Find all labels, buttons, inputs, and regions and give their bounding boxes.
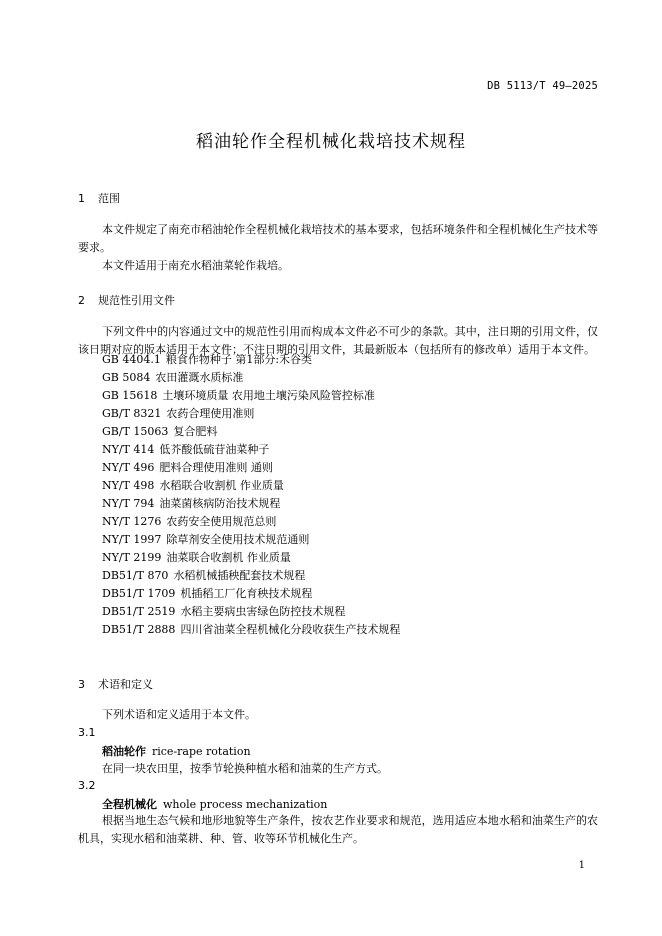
reference-name: 复合肥料 — [173, 425, 218, 438]
reference-item — [102, 351, 400, 369]
reference-code: DB51/T 2888 — [102, 623, 176, 636]
reference-item — [102, 513, 400, 531]
term-zh: 稻油轮作 — [102, 745, 146, 758]
reference-name: 四川省油菜全程机械化分段收获生产技术规程 — [180, 623, 401, 636]
reference-list — [102, 351, 400, 639]
paragraph: 本文件规定了南充市稻油轮作全程机械化栽培技术的基本要求，包括环境条件和全程机械化生产技术等要求。 — [78, 223, 598, 254]
reference-code: NY/T 496 — [102, 461, 155, 474]
page-number: 1 — [578, 860, 585, 871]
reference-name: 水稻主要病虫害绿色防控技术规程 — [180, 605, 346, 618]
reference-item — [102, 387, 400, 405]
reference-name: 水稻机械插秧配套技术规程 — [173, 569, 306, 582]
reference-code: NY/T 794 — [102, 497, 155, 510]
reference-code: GB 15618 — [102, 389, 158, 402]
section-number: 2 — [78, 294, 85, 307]
term-number: 3.1 — [78, 726, 96, 739]
reference-item — [102, 549, 400, 567]
reference-code: NY/T 414 — [102, 443, 155, 456]
section-heading-normative-references — [78, 292, 175, 308]
reference-item — [102, 477, 400, 495]
reference-code: GB/T 15063 — [102, 425, 169, 438]
section-heading-scope — [78, 190, 120, 206]
reference-code: NY/T 2199 — [102, 551, 162, 564]
reference-item — [102, 423, 400, 441]
reference-name: 农药合理使用准则 — [166, 407, 255, 420]
reference-name: 油菜联合收割机 作业质量 — [166, 551, 291, 564]
document-title: 稻油轮作全程机械化栽培技术规程 — [196, 132, 466, 152]
reference-code: NY/T 1276 — [102, 515, 162, 528]
reference-item — [102, 603, 400, 621]
reference-name: 油菜菌核病防治技术规程 — [159, 497, 281, 510]
reference-name: 低芥酸低硫苷油菜种子 — [159, 443, 270, 456]
reference-item — [102, 531, 400, 549]
reference-name: 粮食作物种子 第1部分:禾谷类 — [165, 353, 313, 366]
section-title: 术语和定义 — [98, 678, 153, 691]
reference-item — [102, 459, 400, 477]
reference-name: 土壤环境质量 农用地土壤污染风险管控标准 — [162, 389, 375, 402]
section-heading-terms-definitions — [78, 676, 153, 692]
reference-name: 机插稻工厂化育秧技术规程 — [180, 587, 313, 600]
reference-code: GB/T 8321 — [102, 407, 162, 420]
section-number: 1 — [78, 192, 85, 205]
reference-code: GB 4404.1 — [102, 353, 161, 366]
section-title: 规范性引用文件 — [98, 294, 175, 307]
reference-code: DB51/T 1709 — [102, 587, 176, 600]
reference-code: GB 5084 — [102, 371, 151, 384]
reference-code: NY/T 498 — [102, 479, 155, 492]
paragraph: 下列文件中的内容通过文中的规范性引用而构成本文件必不可少的条款。其中，注日期的引用文件，仅该日期对应的版本适用于本文件；不注日期的引用文件，其最新版本（包括所有的修改单）适用于本文件。 — [78, 325, 598, 356]
reference-name: 水稻联合收割机 作业质量 — [159, 479, 284, 492]
paragraph: 本文件适用于南充水稻油菜轮作栽培。 — [102, 259, 289, 272]
section-title: 范围 — [98, 192, 120, 205]
reference-item — [102, 567, 400, 585]
document-code: DB 5113/T 49—2025 — [487, 80, 598, 92]
reference-item — [102, 621, 400, 639]
reference-code: DB51/T 2519 — [102, 605, 176, 618]
reference-item — [102, 495, 400, 513]
reference-code: NY/T 1997 — [102, 533, 162, 546]
term-title — [102, 743, 251, 759]
term-definition: 在同一块农田里，按季节轮换种植水稻和油菜的生产方式。 — [102, 762, 388, 775]
term-definition: 根据当地生态气候和地形地貌等生产条件，按农艺作业要求和规范，选用适应本地水稻和油菜生产的农机具，实现水稻和油菜耕、种、管、收等环节机械化生产。 — [78, 814, 598, 845]
term-zh: 全程机械化 — [102, 798, 157, 811]
term-en: rice-rape rotation — [152, 745, 251, 758]
paragraph: 下列术语和定义适用于本文件。 — [102, 708, 256, 721]
reference-item — [102, 585, 400, 603]
reference-item — [102, 405, 400, 423]
reference-code: DB51/T 870 — [102, 569, 169, 582]
term-number: 3.2 — [78, 779, 96, 792]
reference-name: 农药安全使用规范总则 — [166, 515, 277, 528]
term-en: whole process mechanization — [163, 798, 328, 811]
term-title — [102, 796, 327, 812]
reference-item — [102, 369, 400, 387]
section-number: 3 — [78, 678, 85, 691]
reference-name: 除草剂安全使用技术规范通则 — [166, 533, 310, 546]
reference-name: 肥料合理使用准则 通则 — [159, 461, 273, 474]
reference-name: 农田灌溉水质标准 — [155, 371, 244, 384]
reference-item — [102, 441, 400, 459]
